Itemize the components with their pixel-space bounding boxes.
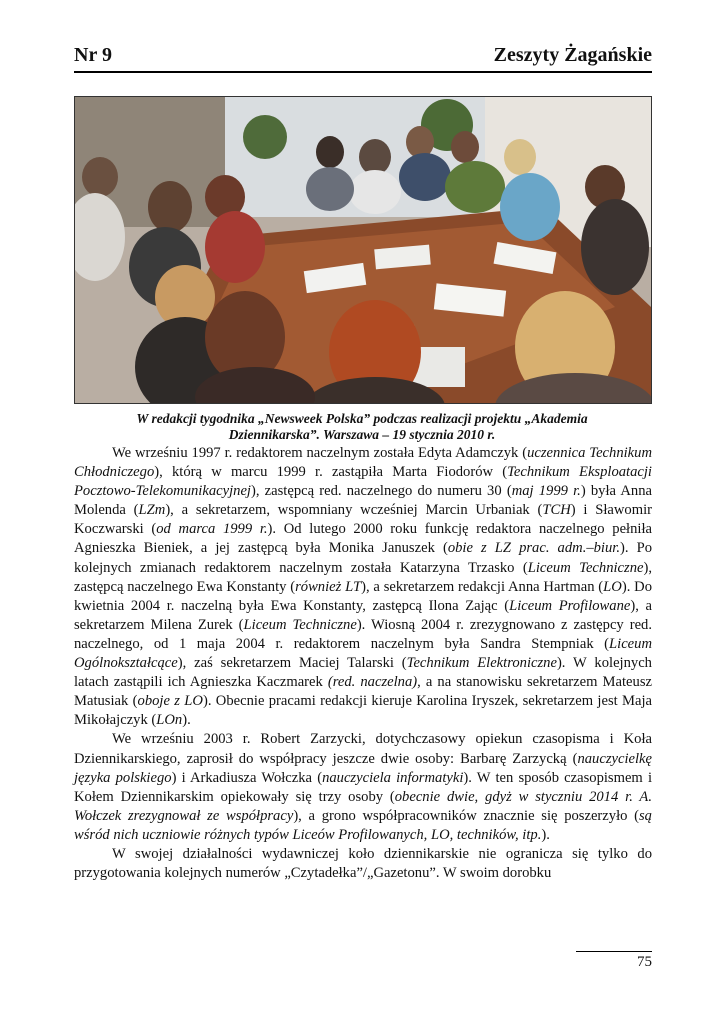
italic-run: Liceum Profilowane: [509, 597, 631, 614]
italic-run: obecnie dwie, gdyż w styczniu 2014 r. A. Wołczek zrezygnował ze współpracy: [74, 788, 652, 824]
text-run: , a na stanowisku sekretarzem Mateusz Matusiak (: [74, 674, 652, 710]
italic-run: również LT: [295, 578, 362, 595]
italic-run: są wśród nich uczniowie różnych typów Liceów Profilowanych, LO, techników, itp.: [74, 807, 652, 843]
caption-line-1: W redakcji tygodnika „Newsweek Polska” podczas realizacji projektu „Akademia: [136, 411, 588, 426]
text-run: ), zaś sekretarzem Maciej Talarski (: [177, 655, 407, 672]
page-number: 75: [637, 954, 652, 970]
text-run: We wrześniu 1997 r. redaktorem naczelnym została Edyta Adamczyk (: [112, 445, 528, 461]
italic-run: Liceum Techniczne: [527, 559, 644, 576]
text-run: We wrześniu 2003 r. Robert Zarzycki, dotychczasowy opiekun czasopisma i Koła Dziennikarskiego, zaprosił do współpracy jeszcze dwie osoby: Barbarę Zarzycką (: [74, 731, 652, 767]
text-run: W swojej działalności wydawniczej koło dziennikarskie nie ogranicza się tylko do przygotowania kolejnych numerów „Czytadełka”/„Gazetonu”. W swoim dorobku: [74, 845, 652, 882]
italic-run: LZm: [138, 502, 166, 519]
text-run: ). Po kolejnych zmianach redaktorem naczelnym została Katarzyna Trzasko (: [74, 540, 652, 576]
text-run: ), zastępcą red. naczelnego do numeru 30 (: [250, 483, 512, 500]
italic-run: Technikum Eksploatacji Pocztowo-Telekomunikacyjnej: [74, 464, 652, 500]
text-run: ). Od lutego 2000 roku funkcję redaktora naczelnego pełniła Agnieszka Bieniek, a jej zastępcą była Monika Januszek (: [74, 521, 652, 557]
italic-run: uczennica Technikum Chłodniczego: [74, 445, 652, 481]
italic-run: nauczyciela informatyki: [322, 769, 464, 786]
text-run: ) była Anna Molenda (: [74, 483, 652, 519]
italic-run: TCH: [542, 502, 571, 519]
italic-run: od marca 1999 r.: [156, 521, 268, 538]
italic-run: Technikum Elektroniczne: [406, 655, 557, 672]
italic-run: LOn: [156, 712, 183, 729]
text-run: ), zastępcą naczelnego Ewa Konstanty (: [74, 559, 652, 595]
footer-rule: [576, 951, 652, 952]
italic-run: LO: [603, 578, 622, 595]
text-run: ). Do kwietnia 2004 r. naczelną była Ewa Konstanty, zastępcą Ilona Zając (: [74, 578, 652, 614]
italic-run: maj 1999 r.: [511, 483, 581, 500]
text-run: ), a sekretarzem redakcji Anna Hartman (: [361, 578, 604, 595]
text-run: ). W ten sposób czasopismem i Kołem Dziennikarskim opiekowały się trzy osoby (: [74, 769, 652, 805]
italic-run: (red. naczelna): [327, 674, 418, 691]
photo-illustration: [75, 97, 651, 403]
caption-line-2: Dziennikarska”. Warszawa – 19 stycznia 2010 r.: [228, 427, 496, 442]
paragraph-2: [74, 730, 652, 845]
journal-title: Zeszyty Żagańskie: [493, 44, 652, 66]
paragraph-3: [74, 845, 652, 883]
text-run: ) i Sławomir Koczwarski (: [74, 502, 652, 538]
article-body: [74, 444, 652, 883]
text-run: ). Obecnie pracami redakcji kieruje Karolina Iryszek, sekretarzem jest Maja Mikołajczyk (: [74, 693, 652, 729]
text-run: ) i Arkadiusza Wołczka (: [171, 769, 323, 786]
text-run: ).: [541, 826, 550, 843]
issue-number: Nr 9: [74, 44, 112, 66]
text-run: ).: [182, 712, 191, 729]
italic-run: Liceum Techniczne: [243, 616, 357, 633]
italic-run: Liceum Ogólnokształcące: [74, 635, 652, 672]
text-run: ), którą w marcu 1999 r. zastąpiła Marta Fiodorów (: [154, 464, 508, 481]
text-run: ), a grono współpracowników znacznie się poszerzyło (: [293, 807, 639, 824]
italic-run: obie z LZ prac. adm.–biur.: [447, 540, 620, 557]
running-header: [74, 44, 652, 66]
text-run: ), a sekretarzem, wspomniany wcześniej Marcin Urbaniak (: [165, 502, 543, 519]
italic-run: oboje z LO: [137, 693, 203, 710]
text-run: ), a sekretarzem Milena Zurek (: [74, 597, 652, 633]
text-run: ). W kolejnych latach zastąpili ich Agnieszka Kaczmarek: [74, 655, 652, 691]
photo: [74, 96, 652, 404]
photo-caption: [74, 411, 650, 443]
paragraph-1: [74, 444, 652, 730]
header-rule: [74, 71, 652, 73]
italic-run: nauczycielkę języka polskiego: [74, 750, 652, 786]
text-run: ). Wiosną 2004 r. zrezygnowano z zastępcy red. naczelnego, od 1 maja 2004 r. redaktorem naczelnym była Sandra Stempniak (: [74, 616, 653, 652]
